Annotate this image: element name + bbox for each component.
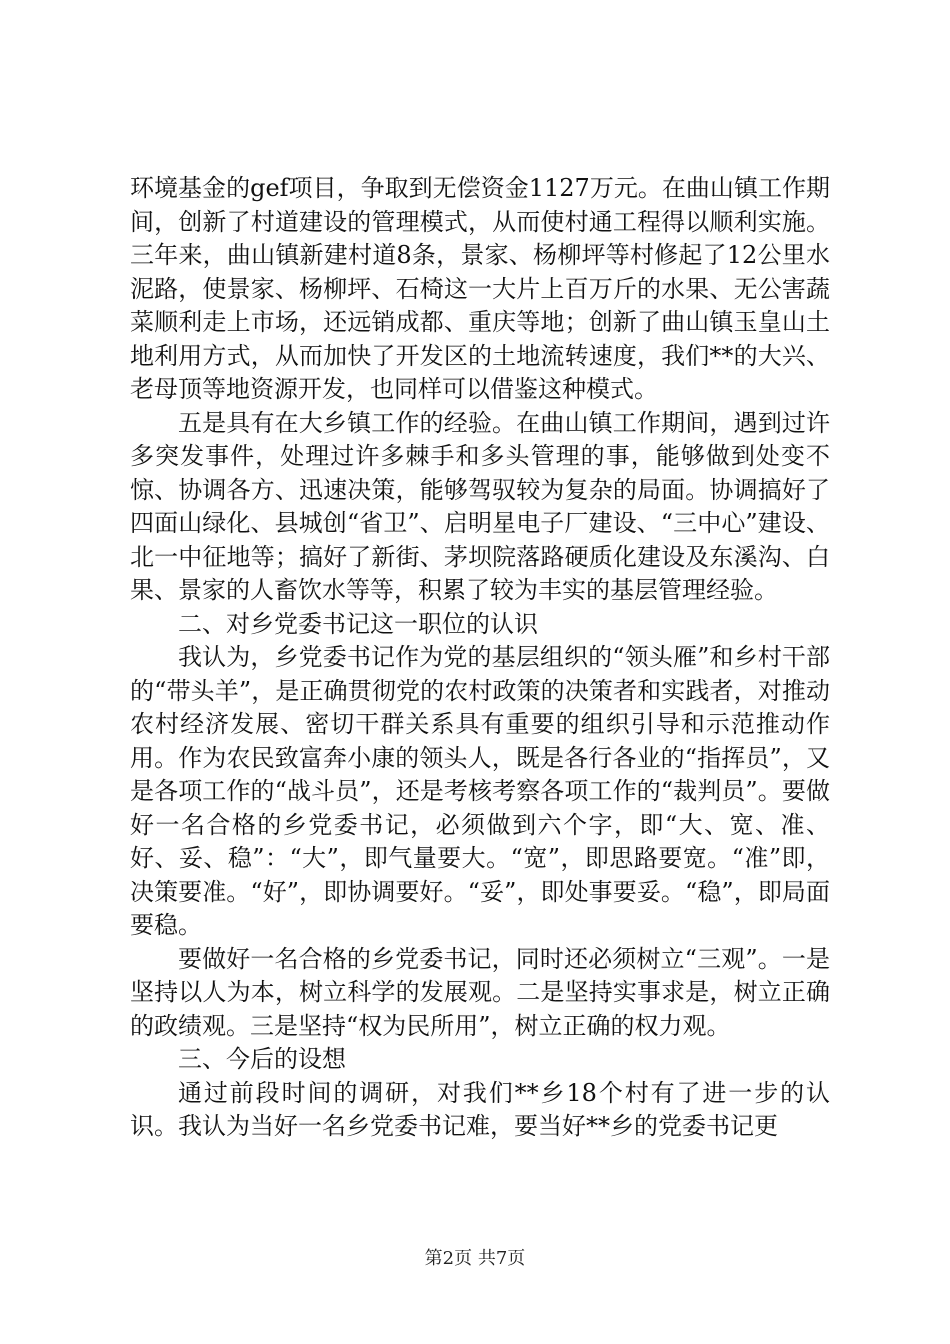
paragraph-future-plans: 通过前段时间的调研，对我们**乡18个村有了进一步的认识。我认为当好一名乡党委书记难，要当好**乡的党委书记更 <box>130 1078 830 1140</box>
section-heading-2: 二、对乡党委书记这一职位的认识 <box>178 609 538 638</box>
page-number-footer: 第2页 共7页 <box>424 1248 526 1269</box>
document-body <box>130 172 830 1144</box>
paragraph-gef-project: 环境基金的gef项目，争取到无偿资金1127万元。在曲山镇工作期间，创新了村道建设的管理模式，从而使村通工程得以顺利实施。三年来，曲山镇新建村道8条，景家、杨柳坪等村修起了12公里水泥路，使景家、杨柳坪、石椅这一大片上百万斤的水果、无公害蔬菜顺利走上市场，还远销成都、重庆等地；创新了曲山镇玉皇山土地利用方式，从而加快了开发区的土地流转速度，我们**的大兴、老母顶等地资源开发，也同样可以借鉴这种模式。 <box>130 174 830 403</box>
paragraph-role-understanding: 我认为，乡党委书记作为党的基层组织的“领头雁”和乡村干部的“带头羊”，是正确贯彻党的农村政策的决策者和实践者，对推动农村经济发展、密切干群关系具有重要的组织引导和示范推动作用。作为农民致富奔小康的领头人，既是各行各业的“指挥员”，又是各项工作的“战斗员”，还是考核考察各项工作的“裁判员”。要做好一名合格的乡党委书记，必须做到六个字，即“大、宽、准、好、妥、稳”：“大”，即气量要大。“宽”，即思路要宽。“准”即，决策要准。“好”，即协调要好。“妥”，即处事要妥。“稳”，即局面要稳。 <box>130 643 830 939</box>
section-heading-3: 三、今后的设想 <box>178 1045 346 1073</box>
paragraph-experience-five: 五是具有在大乡镇工作的经验。在曲山镇工作期间，遇到过许多突发事件，处理过许多棘手和多头管理的事，能够做到处变不惊、协调各方、迅速决策，能够驾驭较为复杂的局面。协调搞好了四面山绿化、县城创“省卫”、启明星电子厂建设、“三中心”建设、北一中征地等；搞好了新街、茅坝院落路硬质化建设及东溪沟、白果、景家的人畜饮水等等，积累了较为丰实的基层管理经验。 <box>130 408 830 604</box>
paragraph-three-views: 要做好一名合格的乡党委书记，同时还必须树立“三观”。一是坚持以人为本，树立科学的发展观。二是坚持实事求是，树立正确的政绩观。三是坚持“权为民所用”，树立正确的权力观。 <box>130 944 830 1040</box>
